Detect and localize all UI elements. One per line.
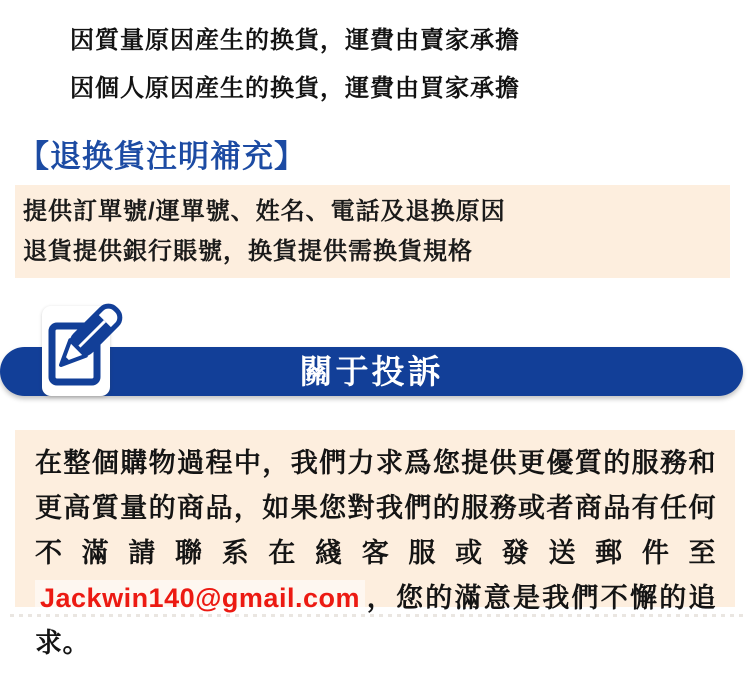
complaint-text-suffix: ，您的滿意是我們不懈的追求。: [35, 583, 716, 658]
policy-line-personal: 因個人原因産生的换貨，運費由買家承擔: [70, 75, 520, 102]
dashed-divider: [10, 614, 745, 617]
pencil-notepad-icon: [42, 306, 110, 396]
complaint-banner: [0, 347, 743, 396]
email-link[interactable]: Jackwin140@gmail.com: [35, 580, 365, 619]
complaint-text: [35, 441, 716, 666]
supplement-box: [15, 185, 730, 278]
supplement-line-bank-info: 退貨提供銀行賬號，换貨提供需换貨規格: [23, 238, 473, 265]
policy-line-quality: 因質量原因産生的换貨，運費由賣家承擔: [70, 27, 520, 54]
complaint-box: [15, 430, 735, 658]
supplement-heading: 【退换貨注明補充】: [18, 139, 306, 174]
complaint-text-prefix: 在整個購物過程中，我們力求爲您提供更優質的服務和更高質量的商品，如果您對我們的服務或者商品有任何不滿請聯系在綫客服或發送郵件至: [35, 448, 716, 568]
supplement-line-order-info: 提供訂單號/運單號、姓名、電話及退换原因: [23, 198, 506, 225]
complaint-banner-title: 關于投訴: [299, 353, 444, 390]
